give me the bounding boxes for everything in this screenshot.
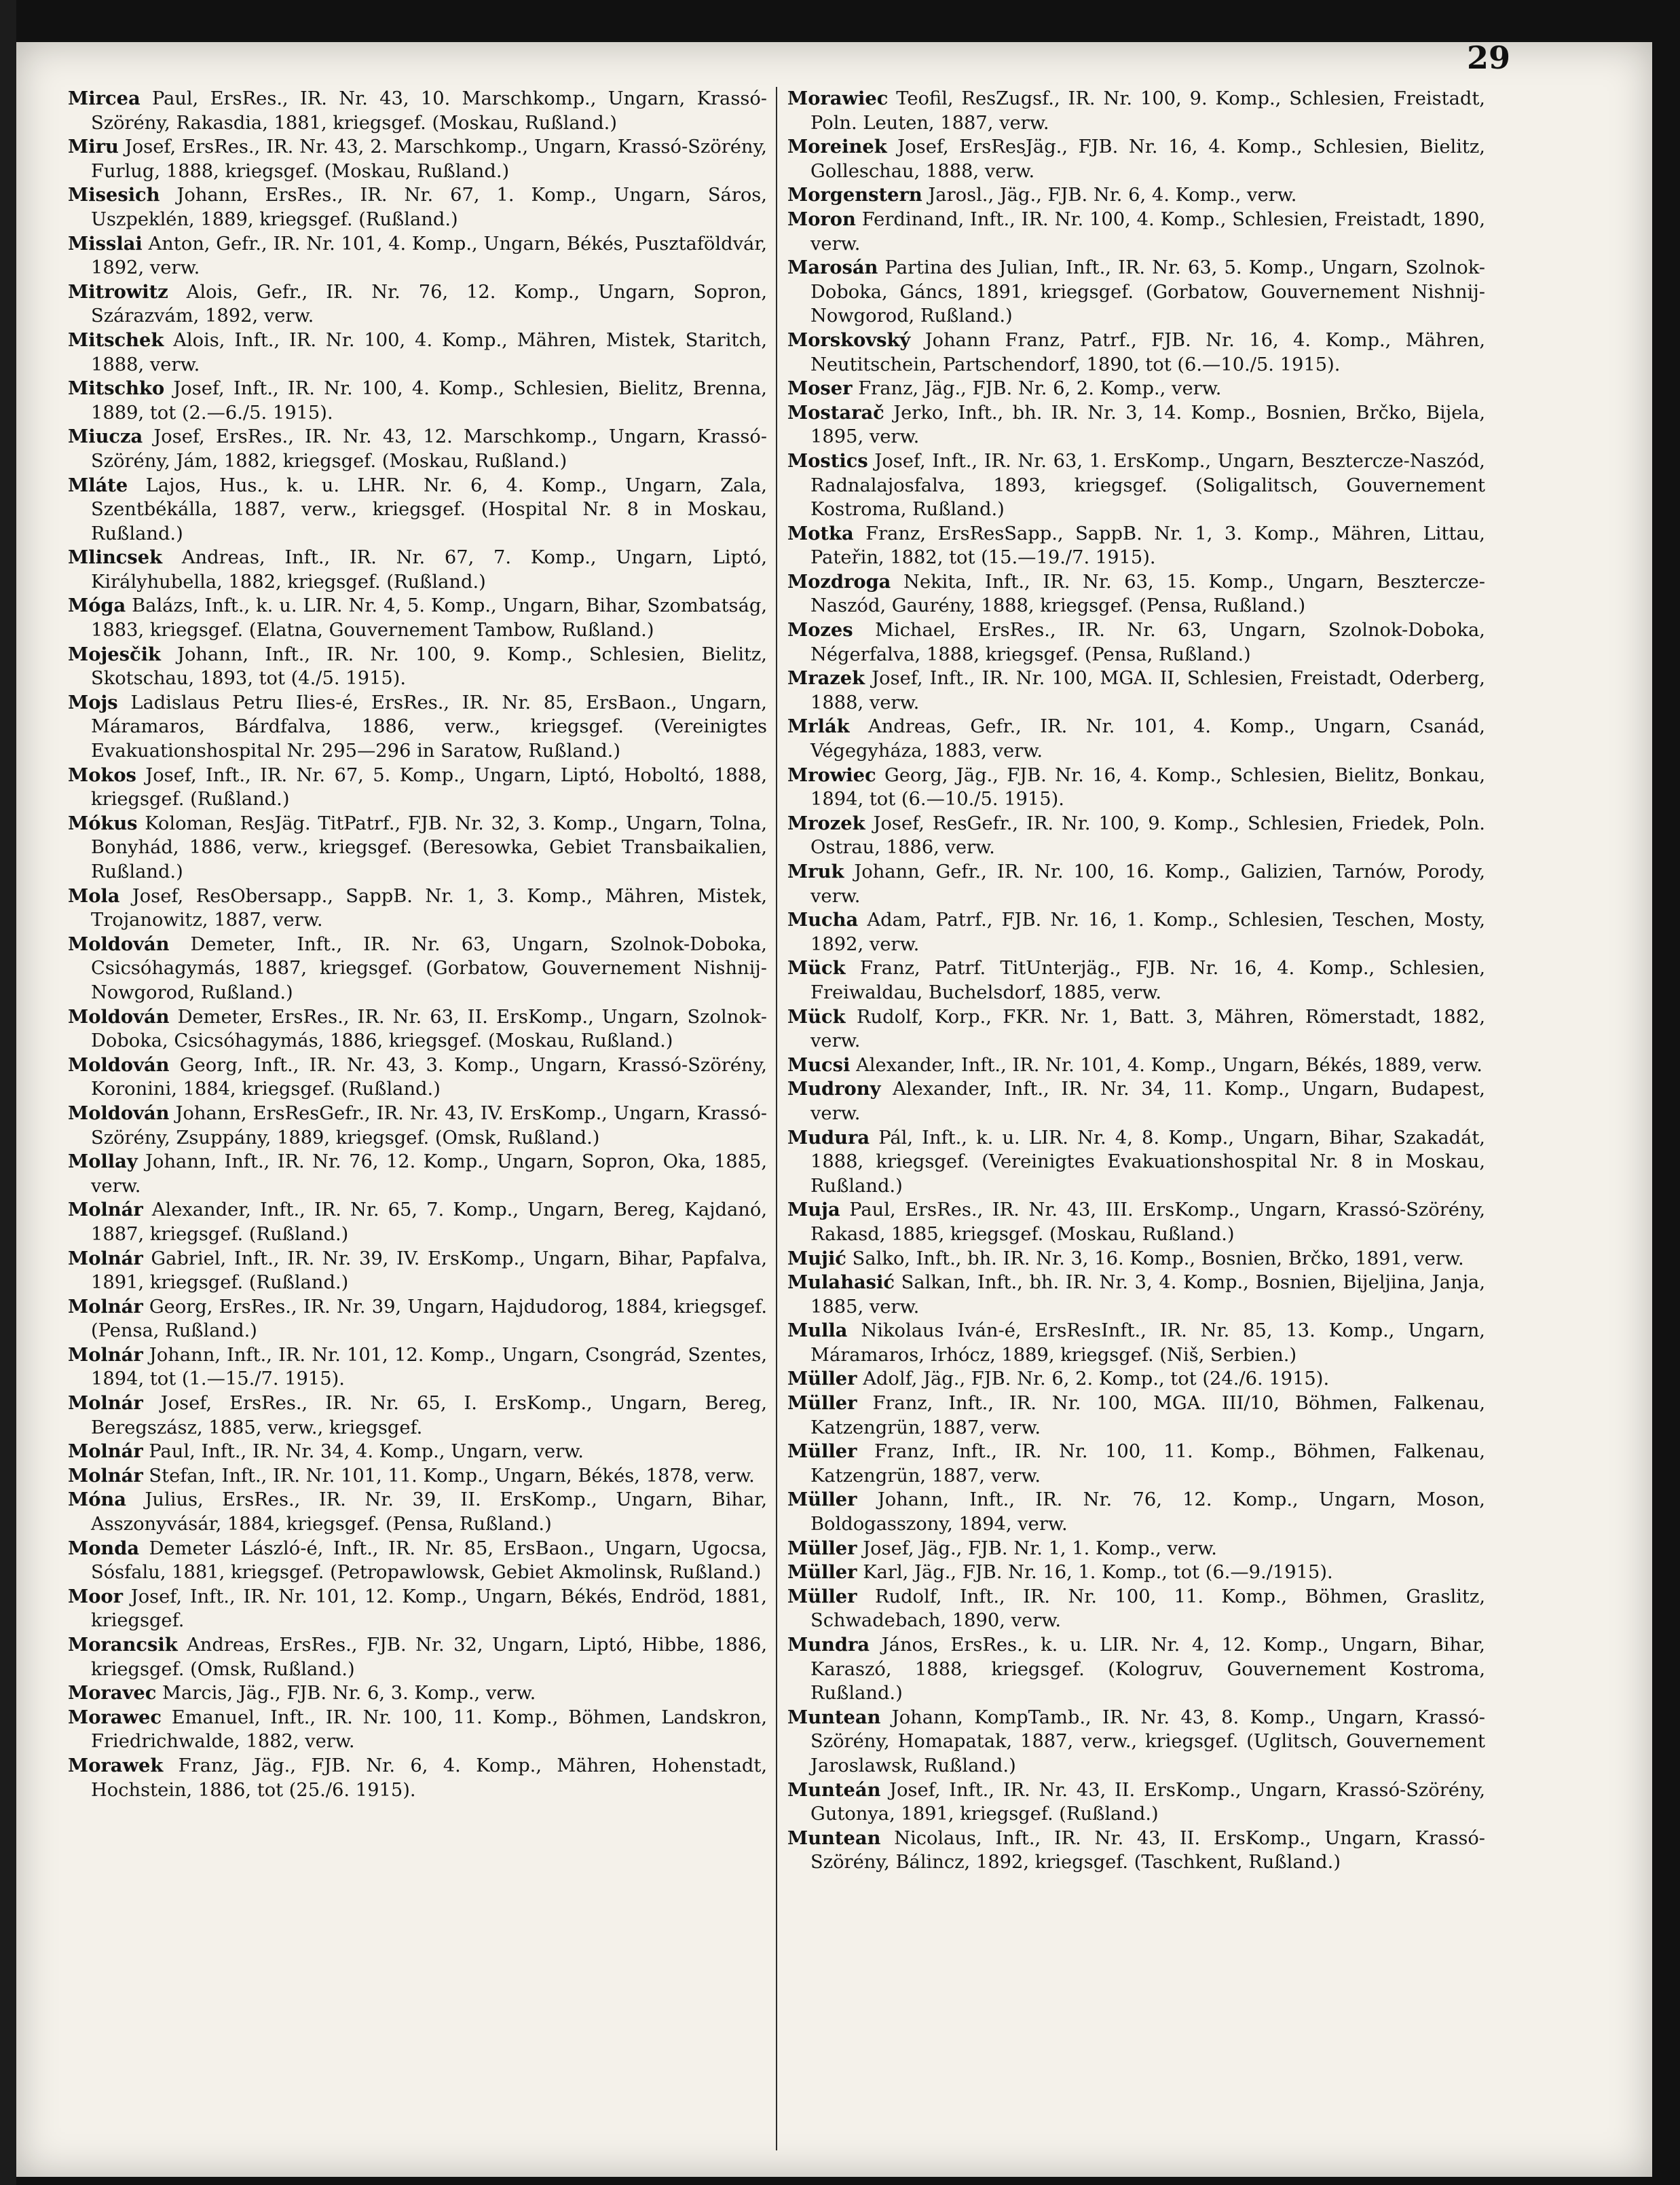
- register-entry: [787, 764, 1485, 812]
- entry-surname: Marosán: [787, 257, 878, 279]
- entry-details: Marcis, Jäg., FJB. Nr. 6, 3. Komp., verw.: [156, 1683, 536, 1704]
- register-entry: [68, 1392, 767, 1440]
- entry-surname: Mlincsek: [68, 546, 163, 569]
- entry-details: Paul, ErsRes., IR. Nr. 43, III. ErsKomp., Ungarn, Krassó-Szörény, Rakasd, 1885, kriegsgef. (Moskau, Rußland.): [810, 1199, 1485, 1245]
- entry-details: Josef, Inft., IR. Nr. 100, 4. Komp., Schlesien, Bielitz, Brenna, 1889, tot (2.—6./5. 1915).: [91, 378, 767, 424]
- entry-details: Johann, Inft., IR. Nr. 76, 12. Komp., Ungarn, Sopron, Oka, 1885, verw.: [91, 1151, 767, 1197]
- entry-surname: Müller: [787, 1561, 857, 1584]
- entry-surname: Molnár: [68, 1295, 143, 1318]
- register-entry: [787, 860, 1485, 908]
- entry-surname: Molnár: [68, 1464, 143, 1487]
- entry-details: Rudolf, Inft., IR. Nr. 100, 11. Komp., Böhmen, Graslitz, Schwadebach, 1890, verw.: [810, 1586, 1485, 1632]
- register-entry: [787, 667, 1485, 715]
- entry-details: Johann, ErsRes., IR. Nr. 67, 1. Komp., Ungarn, Sáros, Uszpeklén, 1889, kriegsgef. (Rußland.): [91, 185, 767, 230]
- entry-details: Josef, Inft., IR. Nr. 43, II. ErsKomp., Ungarn, Krassó-Szörény, Gutonya, 1891, kriegsgef. (Rußland.): [810, 1779, 1485, 1825]
- register-entry: [787, 618, 1485, 667]
- entry-surname: Mucha: [787, 909, 859, 931]
- entry-surname: Mojesčik: [68, 643, 161, 665]
- register-entry: [787, 812, 1485, 860]
- entry-surname: Mudura: [787, 1126, 870, 1148]
- entry-surname: Morgenstern: [787, 184, 922, 206]
- entry-surname: Miru: [68, 136, 119, 158]
- entry-details: Alexander, Inft., IR. Nr. 34, 11. Komp., Ungarn, Budapest, verw.: [810, 1079, 1485, 1124]
- entry-surname: Müller: [787, 1440, 857, 1463]
- entry-surname: Mulahasić: [787, 1271, 895, 1294]
- register-entry: [787, 449, 1485, 522]
- register-entry: [68, 474, 767, 546]
- register-entry: [68, 183, 767, 231]
- entry-details: Andreas, Inft., IR. Nr. 67, 7. Komp., Ungarn, Liptó, Királyhubella, 1882, kriegsgef. (Rußland.): [91, 547, 767, 593]
- register-entry: [787, 1706, 1485, 1778]
- entry-details: Franz, ErsResSapp., SappB. Nr. 1, 3. Komp., Mähren, Littau, Pateřin, 1882, tot (15.—19./7. 1915).: [810, 523, 1485, 569]
- register-entry: [787, 1198, 1485, 1246]
- entry-details: Michael, ErsRes., IR. Nr. 63, Ungarn, Szolnok-Doboka, Négerfalva, 1888, kriegsgef. (Pensa, Rußland.): [810, 620, 1485, 665]
- entry-surname: Muntean: [787, 1706, 881, 1728]
- entry-surname: Mola: [68, 884, 120, 907]
- entry-surname: Mück: [787, 957, 846, 979]
- register-entry: [787, 1488, 1485, 1536]
- entry-details: Emanuel, Inft., IR. Nr. 100, 11. Komp., Böhmen, Landskron, Friedrichwalde, 1882, verw.: [91, 1706, 767, 1753]
- entry-surname: Mostics: [787, 449, 868, 472]
- entry-details: Johann, Inft., IR. Nr. 101, 12. Komp., Ungarn, Csongrád, Szentes, 1894, tot (1.—15./7. 1915).: [91, 1344, 767, 1390]
- entry-surname: Mollay: [68, 1151, 138, 1173]
- entry-details: Karl, Jäg., FJB. Nr. 16, 1. Komp., tot (6.—9./1915).: [857, 1562, 1333, 1584]
- entry-surname: Mitschko: [68, 377, 165, 400]
- entry-details: Georg, Inft., IR. Nr. 43, 3. Komp., Ungarn, Krassó-Szörény, Koronini, 1884, kriegsgef. (Rußland.): [91, 1054, 767, 1100]
- entry-details: Balázs, Inft., k. u. LIR. Nr. 4, 5. Komp., Ungarn, Bihar, Szombatság, 1883, kriegsgef. (Elatna, Gouvernement Tambow, Rußland.): [91, 595, 767, 641]
- entry-details: Josef, Inft., IR. Nr. 63, 1. ErsKomp., Ungarn, Besztercze-Naszód, Radnalajosfalva, 1893, kriegsgef. (Soligalitsch, Gouvernement Kostroma, Rußland.): [810, 450, 1485, 521]
- entry-surname: Mrozek: [787, 812, 865, 834]
- entry-details: Nikolaus Iván-é, ErsResInft., IR. Nr. 85, 13. Komp., Ungarn, Máramaros, Irhócz, 1889, kriegsgef. (Niš, Serbien.): [810, 1320, 1485, 1366]
- entry-surname: Muja: [787, 1199, 840, 1221]
- entry-details: Johann, Inft., IR. Nr. 76, 12. Komp., Ungarn, Moson, Boldogasszony, 1894, verw.: [810, 1489, 1485, 1535]
- register-entry: [787, 1561, 1485, 1585]
- register-entry: [68, 135, 767, 183]
- entry-surname: Mircea: [68, 88, 141, 109]
- entry-surname: Moravec: [68, 1682, 157, 1704]
- register-entry: [787, 377, 1485, 401]
- entry-details: Paul, ErsRes., IR. Nr. 43, 10. Marschkomp., Ungarn, Krassó-Szörény, Rakasdia, 1881, kriegsgef. (Moskau, Rußland.): [91, 88, 767, 134]
- register-entry: [787, 715, 1485, 763]
- register-entry: [787, 570, 1485, 618]
- entry-surname: Morancsik: [68, 1634, 178, 1656]
- register-entry: [787, 256, 1485, 329]
- entry-details: Josef, Jäg., FJB. Nr. 1, 1. Komp., verw.: [857, 1537, 1217, 1559]
- register-entry: [787, 183, 1485, 208]
- entry-details: Rudolf, Korp., FKR. Nr. 1, Batt. 3, Mähren, Römerstadt, 1882, verw.: [810, 1006, 1485, 1052]
- entry-surname: Molnár: [68, 1392, 143, 1415]
- entry-details: Alois, Inft., IR. Nr. 100, 4. Komp., Mähren, Mistek, Staritch, 1888, verw.: [91, 329, 767, 375]
- entry-details: Alois, Gefr., IR. Nr. 76, 12. Komp., Ungarn, Sopron, Szárazvám, 1892, verw.: [91, 281, 767, 327]
- entry-surname: Munteán: [787, 1778, 881, 1801]
- entry-details: Adolf, Jäg., FJB. Nr. 6, 2. Komp., tot (24./6. 1915).: [857, 1368, 1330, 1390]
- left-column: [68, 87, 767, 1802]
- entry-details: Jarosl., Jäg., FJB. Nr. 6, 4. Komp., verw.: [922, 185, 1297, 206]
- register-entry: [68, 1681, 767, 1706]
- entry-details: Anton, Gefr., IR. Nr. 101, 4. Komp., Ungarn, Békés, Pusztaföldvár, 1892, verw.: [91, 233, 767, 279]
- entry-details: Andreas, Gefr., IR. Nr. 101, 4. Komp., Ungarn, Csanád, Végegyháza, 1883, verw.: [810, 716, 1485, 762]
- entry-surname: Müller: [787, 1392, 857, 1415]
- entry-details: Franz, Jäg., FJB. Nr. 6, 4. Komp., Mähren, Hohenstadt, Hochstein, 1886, tot (25./6. 1915).: [91, 1755, 767, 1801]
- entry-surname: Misesich: [68, 184, 160, 206]
- entry-details: Demeter, ErsRes., IR. Nr. 63, II. ErsKomp., Ungarn, Szolnok-Doboka, Csicsóhagymás, 1886, kriegsgef. (Moskau, Rußland.): [91, 1006, 767, 1052]
- entry-surname: Mozes: [787, 619, 853, 641]
- entry-details: Partina des Julian, Inft., IR. Nr. 63, 5. Komp., Ungarn, Szolnok-Doboka, Gáncs, 1891, kriegsgef. (Gorbatow, Gouvernement Nishnij-Nowgorod, Rußland.): [810, 257, 1485, 327]
- entry-details: Demeter, Inft., IR. Nr. 63, Ungarn, Szolnok-Doboka, Csicsóhagymás, 1887, kriegsgef. (Gorbatow, Gouvernement Nishnij-Nowgorod, Rußland.): [91, 933, 767, 1003]
- entry-surname: Mitrowitz: [68, 280, 168, 303]
- register-entry: [787, 1319, 1485, 1367]
- entry-surname: Müller: [787, 1489, 857, 1511]
- register-entry: [68, 329, 767, 377]
- register-entry: [68, 1440, 767, 1464]
- entry-details: Adam, Patrf., FJB. Nr. 16, 1. Komp., Schlesien, Teschen, Mosty, 1892, verw.: [810, 910, 1485, 955]
- entry-surname: Morawiec: [787, 88, 889, 109]
- entry-surname: Morawek: [68, 1754, 164, 1776]
- register-entry: [68, 691, 767, 764]
- register-entry: [68, 1488, 767, 1536]
- entry-details: Salkan, Inft., bh. IR. Nr. 3, 4. Komp., Bosnien, Bijeljina, Janja, 1885, verw.: [810, 1272, 1485, 1318]
- register-entry: [68, 1706, 767, 1754]
- entry-surname: Mück: [787, 1005, 846, 1028]
- register-entry: [68, 1343, 767, 1392]
- entry-details: Demeter László-é, Inft., IR. Nr. 85, ErsBaon., Ungarn, Ugocsa, Sósfalu, 1881, kriegsgef. (Petropawlowsk, Gebiet Akmolinsk, Rußland.): [91, 1537, 767, 1584]
- register-entry: [787, 1392, 1485, 1440]
- entry-surname: Mokos: [68, 764, 136, 786]
- entry-surname: Morawec: [68, 1706, 162, 1728]
- entry-surname: Moreinek: [787, 136, 887, 158]
- entry-details: Ferdinand, Inft., IR. Nr. 100, 4. Komp., Schlesien, Freistadt, 1890, verw.: [810, 208, 1485, 255]
- register-entry: [68, 1295, 767, 1343]
- entry-surname: Moron: [787, 208, 856, 230]
- register-entry: [787, 1247, 1485, 1271]
- scan-edge: [0, 0, 16, 2185]
- column-divider: [776, 87, 777, 2150]
- entry-details: Johann, Inft., IR. Nr. 100, 9. Komp., Schlesien, Bielitz, Skotschau, 1893, tot (4./5. 1915).: [91, 643, 767, 690]
- entry-surname: Mitschek: [68, 329, 164, 351]
- entry-details: Josef, ErsRes., IR. Nr. 43, 12. Marschkomp., Ungarn, Krassó-Szörény, Jám, 1882, kriegsgef. (Moskau, Rußland.): [91, 426, 767, 472]
- entry-surname: Molnár: [68, 1247, 143, 1269]
- entry-surname: Morskovský: [787, 329, 911, 351]
- register-entry: [68, 1633, 767, 1681]
- entry-details: Josef, Inft., IR. Nr. 101, 12. Komp., Ungarn, Békés, Endröd, 1881, kriegsgef.: [91, 1586, 767, 1632]
- register-entry: [68, 594, 767, 642]
- register-entry: [787, 1367, 1485, 1392]
- entry-surname: Moldován: [68, 1102, 170, 1124]
- register-entry: [68, 764, 767, 812]
- entry-surname: Miucza: [68, 426, 143, 448]
- entry-surname: Mostarač: [787, 401, 884, 424]
- entry-surname: Mudrony: [787, 1078, 881, 1100]
- entry-surname: Müller: [787, 1368, 857, 1390]
- register-entry: [787, 1126, 1485, 1199]
- register-entry: [787, 1440, 1485, 1488]
- entry-surname: Molnár: [68, 1440, 143, 1463]
- entry-details: Ladislaus Petru Ilies-é, ErsRes., IR. Nr. 85, ErsBaon., Ungarn, Máramaros, Bárdfalva, 1886, verw., kriegsgef. (Vereinigtes Evakuationshospital Nr. 295—296 in Saratow, Rußland.): [91, 692, 767, 762]
- entry-details: Teofil, ResZugsf., IR. Nr. 100, 9. Komp., Schlesien, Freistadt, Poln. Leuten, 1887, verw.: [810, 88, 1485, 134]
- entry-details: Nekita, Inft., IR. Nr. 63, 15. Komp., Ungarn, Besztercze-Naszód, Gaurény, 1888, kriegsgef. (Pensa, Rußland.): [810, 571, 1485, 617]
- entry-details: Lajos, Hus., k. u. LHR. Nr. 6, 4. Komp., Ungarn, Zala, Szentbékálla, 1887, verw., kriegsgef. (Hospital Nr. 8 in Moskau, Rußland.): [91, 474, 767, 544]
- register-entry: [787, 908, 1485, 956]
- entry-surname: Moldován: [68, 1053, 170, 1076]
- entry-details: Salko, Inft., bh. IR. Nr. 3, 16. Komp., Bosnien, Brčko, 1891, verw.: [846, 1248, 1464, 1269]
- entry-surname: Müller: [787, 1585, 857, 1607]
- entry-surname: Monda: [68, 1537, 140, 1559]
- entry-details: Pál, Inft., k. u. LIR. Nr. 4, 8. Komp., Ungarn, Bihar, Szakadát, 1888, kriegsgef. (Vereinigtes Evakuationshospital Nr. 8 in Moskau, Rußland.): [810, 1127, 1485, 1197]
- entry-details: Alexander, Inft., IR. Nr. 101, 4. Komp., Ungarn, Békés, 1889, verw.: [850, 1054, 1482, 1076]
- entry-details: Julius, ErsRes., IR. Nr. 39, II. ErsKomp., Ungarn, Bihar, Asszonyvásár, 1884, kriegsgef. (Pensa, Rußland.): [91, 1489, 767, 1535]
- entry-details: Johann, ErsResGefr., IR. Nr. 43, IV. ErsKomp., Ungarn, Krassó-Szörény, Zsuppány, 1889, kriegsgef. (Omsk, Rußland.): [91, 1102, 767, 1148]
- entry-details: Gabriel, Inft., IR. Nr. 39, IV. ErsKomp., Ungarn, Bihar, Papfalva, 1891, kriegsgef. (Rußland.): [91, 1248, 767, 1294]
- entry-surname: Mujić: [787, 1247, 846, 1269]
- entry-surname: Móga: [68, 595, 126, 617]
- register-entry: [787, 87, 1485, 135]
- entry-surname: Mruk: [787, 861, 844, 882]
- register-entry: [68, 1150, 767, 1198]
- register-entry: [68, 1102, 767, 1150]
- register-entry: [68, 232, 767, 280]
- entry-details: Georg, Jäg., FJB. Nr. 16, 4. Komp., Schlesien, Bielitz, Bonkau, 1894, tot (6.—10./5. 1915).: [810, 764, 1485, 810]
- register-entry: [68, 933, 767, 1005]
- register-entry: [787, 1077, 1485, 1125]
- register-entry: [787, 1005, 1485, 1053]
- entry-surname: Móna: [68, 1489, 126, 1511]
- entry-details: Franz, Inft., IR. Nr. 100, 11. Komp., Böhmen, Falkenau, Katzengrün, 1887, verw.: [810, 1441, 1485, 1487]
- entry-details: Johann Franz, Patrf., FJB. Nr. 16, 4. Komp., Mähren, Neutitschein, Partschendorf, 1890, tot (6.—10./5. 1915).: [810, 329, 1485, 375]
- register-entry: [787, 1053, 1485, 1078]
- entry-surname: Muntean: [787, 1827, 881, 1849]
- entry-surname: Mundra: [787, 1634, 870, 1656]
- register-entry: [68, 1053, 767, 1102]
- register-entry: [68, 643, 767, 691]
- entry-details: Josef, ErsResJäg., FJB. Nr. 16, 4. Komp., Schlesien, Bielitz, Golleschau, 1888, verw.: [810, 136, 1485, 182]
- entry-surname: Mrazek: [787, 667, 865, 690]
- register-entry: [787, 1778, 1485, 1827]
- register-entry: [787, 401, 1485, 449]
- register-entry: [68, 1464, 767, 1489]
- register-entry: [787, 329, 1485, 377]
- entry-surname: Mláte: [68, 474, 128, 496]
- register-entry: [787, 522, 1485, 570]
- register-entry: [68, 1754, 767, 1802]
- entry-details: Johann, KompTamb., IR. Nr. 43, 8. Komp., Ungarn, Krassó-Szörény, Homapatak, 1887, verw., kriegsgef. (Uglitsch, Gouvernement Jaroslawsk, Rußland.): [810, 1706, 1485, 1776]
- register-entry: [68, 1005, 767, 1053]
- entry-details: Jerko, Inft., bh. IR. Nr. 3, 14. Komp., Bosnien, Brčko, Bijela, 1895, verw.: [810, 402, 1485, 448]
- entry-details: Nicolaus, Inft., IR. Nr. 43, II. ErsKomp., Ungarn, Krassó-Szörény, Bálincz, 1892, kriegsgef. (Taschkent, Rußland.): [810, 1827, 1485, 1873]
- register-entry: [68, 280, 767, 329]
- register-entry: [68, 377, 767, 425]
- entry-surname: Moor: [68, 1585, 124, 1607]
- entry-surname: Mókus: [68, 812, 138, 834]
- register-entry: [68, 884, 767, 933]
- entry-details: Alexander, Inft., IR. Nr. 65, 7. Komp., Ungarn, Bereg, Kajdanó, 1887, kriegsgef. (Rußland.): [91, 1199, 767, 1245]
- register-entry: [68, 425, 767, 473]
- entry-surname: Molnár: [68, 1343, 143, 1366]
- register-entry: [787, 1827, 1485, 1875]
- register-entry: [68, 1537, 767, 1585]
- register-entry: [787, 135, 1485, 183]
- entry-surname: Mrowiec: [787, 764, 876, 786]
- register-entry: [787, 208, 1485, 256]
- entry-surname: Motka: [787, 522, 854, 544]
- entry-surname: Mrlák: [787, 715, 850, 738]
- register-entry: [68, 87, 767, 135]
- right-column: [787, 87, 1485, 1875]
- register-entry: [68, 1198, 767, 1246]
- register-entry: [787, 1271, 1485, 1319]
- entry-details: Franz, Patrf. TitUnterjäg., FJB. Nr. 16, 4. Komp., Schlesien, Freiwaldau, Buchelsdorf, 1885, verw.: [810, 958, 1485, 1003]
- entry-surname: Moldován: [68, 933, 170, 955]
- entry-surname: Mojs: [68, 691, 118, 713]
- register-entry: [68, 546, 767, 594]
- register-entry: [787, 1633, 1485, 1706]
- page-number: 29: [1466, 39, 1510, 76]
- register-entry: [68, 812, 767, 884]
- entry-surname: Mozdroga: [787, 570, 891, 593]
- entry-details: Josef, ErsRes., IR. Nr. 65, I. ErsKomp., Ungarn, Bereg, Beregszász, 1885, verw., kriegsgef.: [91, 1393, 767, 1438]
- entry-details: Stefan, Inft., IR. Nr. 101, 11. Komp., Ungarn, Békés, 1878, verw.: [143, 1465, 755, 1487]
- entry-details: Josef, Inft., IR. Nr. 67, 5. Komp., Ungarn, Liptó, Hoboltó, 1888, kriegsgef. (Rußland.): [91, 764, 767, 810]
- entry-details: János, ErsRes., k. u. LIR. Nr. 4, 12. Komp., Ungarn, Bihar, Karaszó, 1888, kriegsgef. (Kologruv, Gouvernement Kostroma, Rußland.): [810, 1635, 1485, 1704]
- entry-details: Paul, Inft., IR. Nr. 34, 4. Komp., Ungarn, verw.: [143, 1441, 584, 1463]
- entry-surname: Müller: [787, 1537, 857, 1559]
- entry-surname: Moser: [787, 377, 853, 400]
- entry-surname: Mucsi: [787, 1053, 851, 1076]
- register-entry: [68, 1585, 767, 1633]
- entry-surname: Mulla: [787, 1320, 848, 1342]
- entry-details: Josef, ResGefr., IR. Nr. 100, 9. Komp., Schlesien, Friedek, Poln. Ostrau, 1886, verw.: [810, 813, 1485, 859]
- entry-surname: Moldován: [68, 1005, 170, 1028]
- register-entry: [787, 956, 1485, 1005]
- entry-details: Johann, Gefr., IR. Nr. 100, 16. Komp., Galizien, Tarnów, Porody, verw.: [810, 861, 1485, 907]
- entry-details: Josef, ErsRes., IR. Nr. 43, 2. Marschkomp., Ungarn, Krassó-Szörény, Furlug, 1888, kriegsgef. (Moskau, Rußland.): [91, 136, 767, 182]
- entry-details: Josef, ResObersapp., SappB. Nr. 1, 3. Komp., Mähren, Mistek, Trojanowitz, 1887, verw.: [91, 885, 767, 931]
- register-entry: [787, 1585, 1485, 1633]
- entry-surname: Misslai: [68, 232, 143, 255]
- entry-details: Andreas, ErsRes., FJB. Nr. 32, Ungarn, Liptó, Hibbe, 1886, kriegsgef. (Omsk, Rußland.): [91, 1635, 767, 1680]
- entry-details: Josef, Inft., IR. Nr. 100, MGA. II, Schlesien, Freistadt, Oderberg, 1888, verw.: [810, 668, 1485, 713]
- register-entry: [68, 1247, 767, 1295]
- entry-surname: Molnár: [68, 1199, 143, 1221]
- entry-details: Georg, ErsRes., IR. Nr. 39, Ungarn, Hajdudorog, 1884, kriegsgef. (Pensa, Rußland.): [91, 1296, 767, 1342]
- entry-details: Franz, Inft., IR. Nr. 100, MGA. III/10, Böhmen, Falkenau, Katzengrün, 1887, verw.: [810, 1393, 1485, 1438]
- register-entry: [787, 1537, 1485, 1561]
- entry-details: Koloman, ResJäg. TitPatrf., FJB. Nr. 32, 3. Komp., Ungarn, Tolna, Bonyhád, 1886, verw., kriegsgef. (Beresowka, Gebiet Transbaikalien, Rußland.): [91, 813, 767, 882]
- entry-details: Franz, Jäg., FJB. Nr. 6, 2. Komp., verw.: [852, 378, 1222, 400]
